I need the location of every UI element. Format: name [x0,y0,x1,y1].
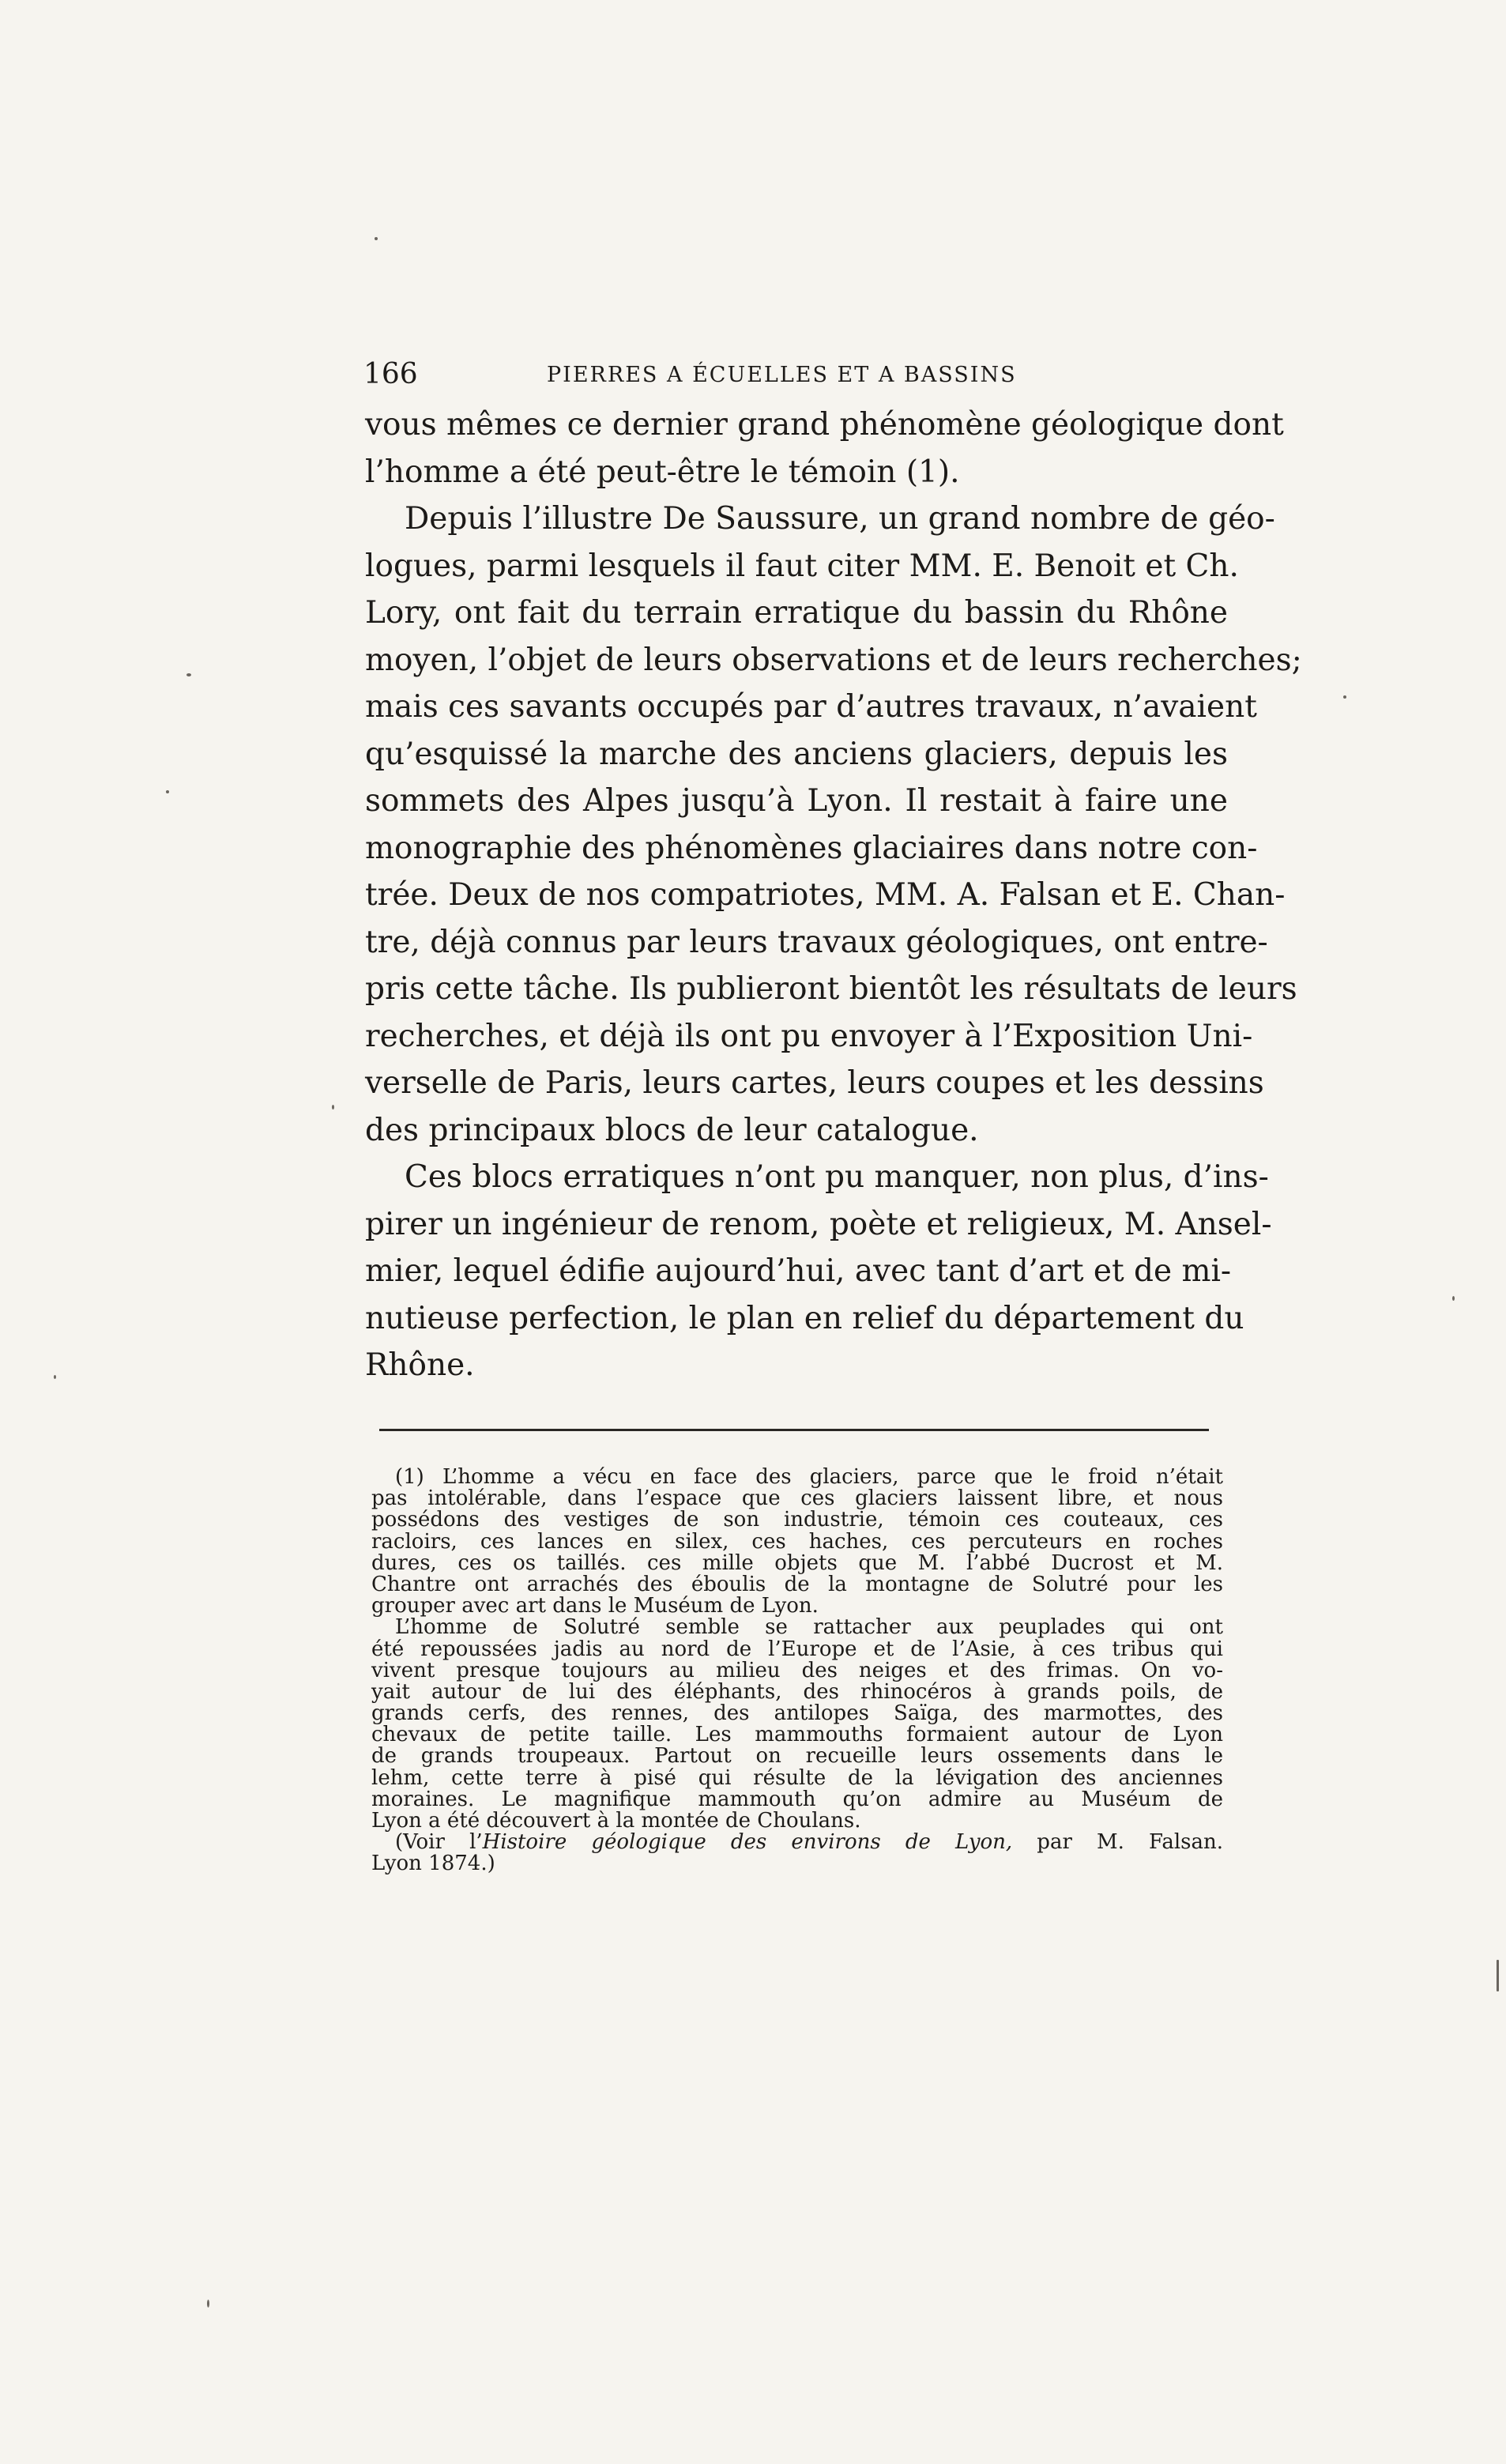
text-line: vous mêmes ce dernier grand phénomène géologique dont [365,407,1284,443]
text-line: verselle de Paris, leurs cartes, leurs coupes et les dessins [365,1065,1264,1101]
footnote-line: Lyon a été découvert à la montée de Choulans. [371,1809,861,1833]
footnote-separator [379,1429,1209,1431]
running-head: PIERRES A ÉCUELLES ET A BASSINS [547,363,1017,387]
text-line: trée. Deux de nos compatriotes, MM. A. Falsan et E. Chan- [365,877,1286,913]
text-line: Lory, ont fait du terrain erratique du bassin du Rhône [365,595,1228,631]
text-line: recherches, et déjà ils ont pu envoyer à l’Exposition Uni- [365,1018,1253,1054]
footnote-line: Chantre ont arrachés des éboulis de la montagne de Solutré pour les [371,1572,1223,1596]
text-line: l’homme a été peut-être le témoin (1). [365,454,960,490]
footnote-line: dures, ces os taillés. ces mille objets que M. l’abbé Ducrost et M. [371,1550,1223,1575]
footnote-line: vivent presque toujours au milieu des neiges et des frimas. On vo- [371,1658,1223,1682]
footnote-line: chevaux de petite taille. Les mammouths formaient autour de Lyon [371,1723,1223,1747]
footnote-line: grouper avec art dans le Muséum de Lyon. [371,1594,819,1618]
text-line: qu’esquissé la marche des anciens glaciers, depuis les [365,736,1228,772]
page-header [363,359,1233,390]
text-line: logues, parmi lesquels il faut citer MM. E. Benoit et Ch. [365,548,1239,584]
text-line: des principaux blocs de leur catalogue. [365,1112,979,1148]
footnote-line: pas intolérable, dans l’espace que ces glaciers laissent libre, et nous [371,1486,1223,1511]
reference-prefix: (Voir l’ [395,1830,483,1855]
text-line: tre, déjà connus par leurs travaux géologiques, ont entre- [365,924,1268,960]
text-line: mais ces savants occupés par d’autres travaux, n’avaient [365,689,1257,725]
main-text [365,401,1302,1389]
footnote-line: L’homme de Solutré semble se rattacher aux peuplades qui ont [395,1615,1223,1640]
text-line: sommets des Alpes jusqu’à Lyon. Il restait à faire une [365,783,1228,819]
text-line: pris cette tâche. Ils publieront bientôt les résultats de leurs [365,971,1297,1007]
footnote-line: yait autour de lui des éléphants, des rhinocéros à grands poils, de [371,1679,1223,1704]
footnote [371,1467,1223,1875]
text-line: monographie des phénomènes glaciaires dans notre con- [365,830,1258,866]
footnote-line: de grands troupeaux. Partout on recueille leurs ossements dans le [371,1744,1223,1769]
footnote-line: (1) L’homme a vécu en face des glaciers, parce que le froid n’était [395,1465,1223,1489]
page-number: 166 [363,358,418,390]
text-line: moyen, l’objet de leurs observations et de leurs recherches; [365,642,1302,678]
footnote-reference [371,1832,1223,1853]
text-line: pirer un ingénieur de renom, poète et religieux, M. Ansel- [365,1206,1272,1242]
footnote-line: Lyon 1874.) [371,1852,495,1876]
text-line: Ces blocs erratiques n’ont pu manquer, non plus, d’ins- [405,1159,1269,1195]
footnote-line: moraines. Le magnifique mammouth qu’on admire au Muséum de [371,1787,1223,1811]
footnote-line: possédons des vestiges de son industrie, témoin ces couteaux, ces [371,1508,1223,1532]
text-line: mier, lequel édifie aujourd’hui, avec tant d’art et de mi- [365,1253,1232,1289]
text-line: Depuis l’illustre De Saussure, un grand nombre de géo- [405,501,1275,537]
footnote-line: été repoussées jadis au nord de l’Europe et de l’Asie, à ces tribus qui [371,1637,1223,1661]
text-line: Rhône. [365,1347,475,1383]
footnote-line: grands cerfs, des rennes, des antilopes Saïga, des marmottes, des [371,1701,1223,1726]
reference-title: Histoire géologique des environs de Lyon, [482,1830,1013,1855]
reference-suffix: par M. Falsan. [1012,1830,1223,1855]
text-line: nutieuse perfection, le plan en relief du département du [365,1300,1244,1336]
footnote-line: lehm, cette terre à pisé qui résulte de la lévigation des anciennes [371,1765,1223,1790]
footnote-line: racloirs, ces lances en silex, ces haches, ces percuteurs en roches [371,1529,1223,1554]
